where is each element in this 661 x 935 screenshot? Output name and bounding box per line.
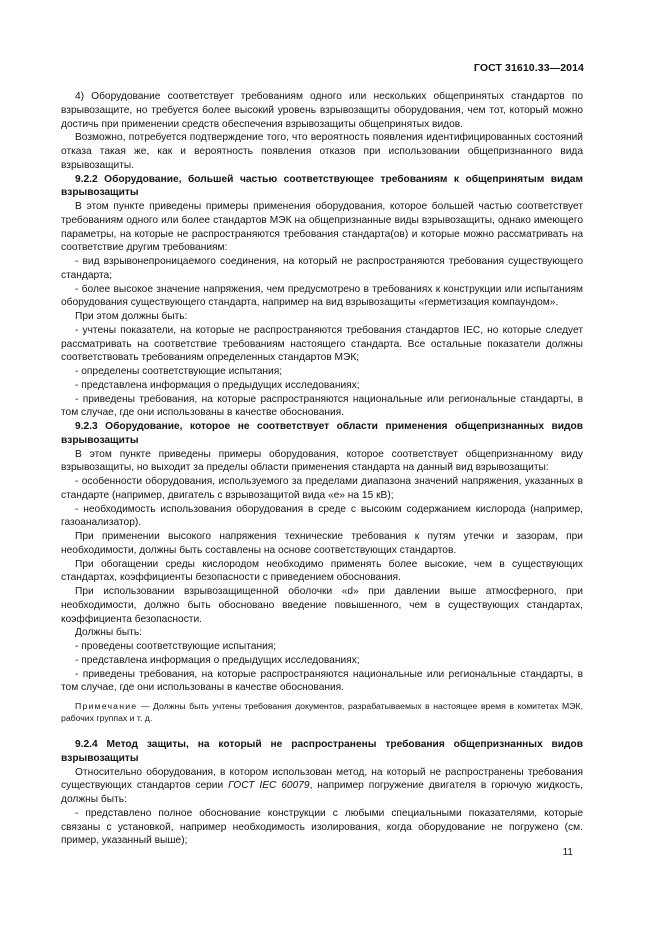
list-item: - проведены соответствующие испытания; (75, 641, 277, 652)
list-item: - вид взрывонепроницаемого соединения, на который не распространяются требования существующего стандарта; (61, 256, 583, 281)
list-item: - необходимость использования оборудования в среде с высоким содержанием кислорода (например, газоанализатор). (61, 503, 583, 529)
paragraph: В этом пункте приведены примеры применения оборудования, которое большей частью соответствует требованиям одного или более стандартов МЭК на общепризнанные виды взрывозащиты, однако имеющего параметры, на которые не распространяются требования стандарта(ов) и которые можно рассматривать на соответствие другим требованиям: (61, 201, 583, 254)
paragraph: При применении высокого напряжения технические требования к путям утечки и зазорам, при необходимости, должны быть составлены на основе соответствующих стандартов. (61, 531, 583, 556)
list-item: - особенности оборудования, используемого за пределами диапазона значений напряжения, указанных в стандарте (например, двигатель с взрывозащитой вида «е» на 15 кВ); (61, 476, 583, 501)
section-heading-9-2-4: 9.2.4 Метод защиты, на который не распространены требования общепризнанных видов взрывозащиты (61, 739, 583, 764)
note-text: — Должны быть учтены требования документов, разрабатываемых в настоящее время в комитетах МЭК, рабочих группах и т. д. (61, 701, 583, 723)
list-item: - более высокое значение напряжения, чем предусмотрено в требованиях к конструкции или испытаниям оборудования существующего стандарта, например на вид взрывозащиты «герметизация компаундом». (61, 283, 583, 309)
document-body (61, 90, 583, 848)
note (61, 700, 583, 724)
paragraph (61, 766, 583, 807)
paragraph-text: Относительно оборудования, в котором использован метод, на который не распространены требования существующих стандартов серии (61, 766, 583, 792)
list-item: - представлена информация о предыдущих исследованиях; (75, 654, 360, 666)
note-label: Примечание (75, 701, 138, 711)
paragraph-text: , например погружение двигателя в горючую жидкость, должны быть: (61, 780, 584, 805)
paragraph: Должны быть: (75, 627, 142, 639)
list-item: - определены соответствующие испытания; (75, 366, 283, 377)
page-number: 11 (562, 847, 573, 858)
paragraph: При этом должны быть: (75, 311, 188, 322)
list-item: - представлено полное обоснование конструкции с любыми специальными показателями, которые связаны с установкой, например необходимость изолирования, когда оборудование не погружено (см. пример, указанный выше); (61, 807, 583, 847)
paragraph: Возможно, потребуется подтверждение того, что вероятность появления идентифицированных состояний отказа такая же, как и вероятность появления отказов при использовании общепризнанного вида взрывозащиты. (61, 132, 583, 171)
list-item: - приведены требования, на которые распространяются национальные или региональные стандарты, в том случае, где они использованы в качестве обоснования. (61, 668, 583, 694)
list-item: - приведены требования, на которые распространяются национальные или региональные стандарты, в том случае, где они использованы в качестве обоснования. (61, 393, 583, 419)
section-heading-9-2-2: 9.2.2 Оборудование, большей частью соответствующее требованиям к общепринятым видам взрывозащиты (61, 173, 583, 199)
list-item: - представлена информация о предыдущих исследованиях; (75, 379, 360, 391)
list-item: - учтены показатели, на которые не распространяются требования стандартов IEC, но которые следует рассматривать на соответствие требованиям настоящего стандарта. Все остальные показатели должны соответствовать требованиям определенных стандартов МЭК; (61, 324, 583, 364)
document-standard-header: ГОСТ 31610.33—2014 (473, 62, 584, 74)
section-heading-9-2-3: 9.2.3 Оборудование, которое не соответствует области применения общепризнанных видов взрывозащиты (61, 421, 583, 446)
paragraph: При использовании взрывозащищенной оболочки «d» при давлении выше атмосферного, при необходимости, должно быть обосновано введение повышенного, чем в существующих стандартах, коэффициента безопасности. (61, 586, 583, 625)
standard-reference: ГОСТ IEC 60079 (228, 780, 310, 792)
paragraph: При обогащении среды кислородом необходимо применять более высокие, чем в существующих стандартах, коэффициенты безопасности с приведением обоснования. (61, 558, 583, 584)
paragraph: 4) Оборудование соответствует требованиям одного или нескольких общепринятых стандартов по взрывозащите, но требуется более высокий уровень взрывозащиты оборудования, чем тот, который можно достичь при применении средств обеспечения взрывозащиты общепринятых видов. (61, 91, 583, 130)
paragraph: В этом пункте приведены примеры оборудования, которое соответствует общепризнанному виду взрывозащиты, но выходит за пределы области применения стандарта на данный вид взрывозащиты: (61, 448, 583, 474)
